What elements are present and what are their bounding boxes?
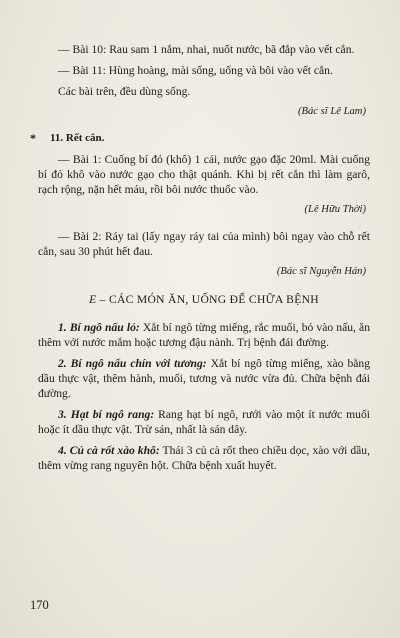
recipe-item-4-lead: 4. Củ cà rốt xào khô: [58,444,160,457]
credit-nguyen-han: (Bác sĩ Nguyễn Hán) [276,266,366,277]
paragraph-ret-bai-1: — Bài 1: Cuống bí đỏ (khô) 1 cái, nước gạo đặc 20ml. Mài cuống bí đỏ khô vào nước gạo cho thật quánh. Khi bị rết cắn thì làm garô, rạch rộng, nặn hết máu, rồi bôi nước thuốc vào. [38,153,370,196]
section-title [38,293,370,306]
recipe-item-2-text: Xắt bí ngô từng miếng, xào bằng dầu thực vật, thêm hành, muối, tương và nước vừa đủ. Chữa bệnh đái đường. [38,357,370,400]
paragraph-ret-bai-2: — Bài 2: Ráy tai (lấy ngay ráy tai của mình) bôi ngay vào chỗ rết cắn, sau 30 phút hết đau. [38,230,370,258]
recipe-item-4 [38,443,370,473]
recipe-item-3 [38,407,370,437]
recipe-item-3-lead: 3. Hạt bí ngô rang: [58,408,155,421]
asterisk-mark: * [30,131,36,145]
heading-ret-can-text: 11. Rết cắn. [50,132,105,144]
recipe-item-2 [38,356,370,401]
page-number: 170 [30,598,49,612]
credit-le-huu-thoi: (Lê Hữu Thời) [304,204,366,215]
section-letter: E [89,293,97,306]
recipe-item-4-text: Thái 3 củ cà rốt theo chiều dọc, xào với dầu, thêm vừng rang nguyên hột. Chữa bệnh xuất huyết. [38,444,370,472]
recipe-item-2-lead: 2. Bí ngô nấu chín với tương: [58,357,207,370]
recipe-item-1-text: Xắt bí ngô từng miếng, rắc muối, bỏ vào nấu, ăn thêm với nước mắm hoặc tương đậu nành. Trị bệnh đái đường. [38,321,370,349]
paragraph-bai-10: — Bài 10: Rau sam 1 nắm, nhai, nuốt nước, bã đắp vào vết cắn. [58,43,355,56]
heading-ret-can [30,131,370,146]
credit-le-lam: (Bác sĩ Lê Lam) [298,106,366,117]
recipe-item-1 [38,320,370,350]
section-title-text: – CÁC MÓN ĂN, UỐNG ĐỂ CHỮA BỆNH [99,293,319,306]
paragraph-bai-11: — Bài 11: Hùng hoàng, mài sống, uống và bôi vào vết cắn. [58,64,333,77]
recipe-item-1-lead: 1. Bí ngô nấu lỏ: [58,321,140,334]
paragraph-note: Các bài trên, đều dùng sống. [58,85,191,98]
recipe-item-3-text: Rang hạt bí ngô, rưới vào một ít nước muối hoặc ít dầu thực vật. Trừ sán, nhất là sán dây. [38,408,370,436]
